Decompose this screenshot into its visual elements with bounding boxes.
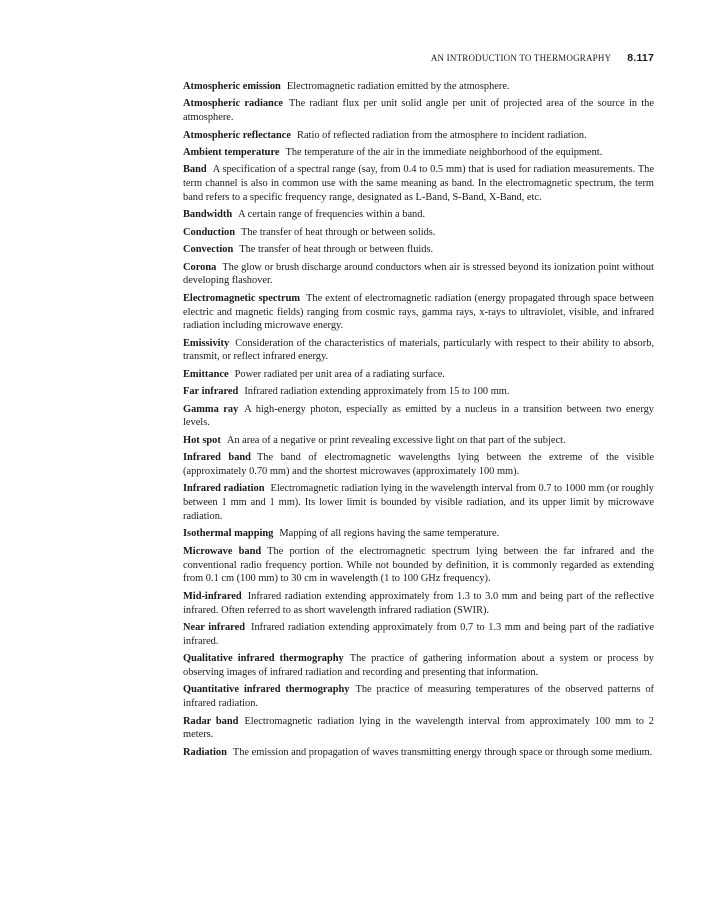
glossary-term: Corona bbox=[183, 261, 217, 273]
glossary-entry bbox=[183, 129, 654, 143]
glossary-entry bbox=[183, 746, 654, 760]
glossary-entry bbox=[183, 226, 654, 240]
glossary-term: Atmospheric radiance bbox=[183, 98, 284, 110]
glossary-entry bbox=[183, 652, 654, 680]
glossary-entry bbox=[183, 451, 654, 479]
glossary-entry bbox=[183, 590, 654, 618]
glossary-entry bbox=[183, 385, 654, 399]
glossary-entry bbox=[183, 261, 654, 289]
glossary-term: Emittance bbox=[183, 368, 229, 380]
glossary-definition: A specification of a spectral range (say, from 0.4 to 0.5 mm) that is used for radiation measurements. The term channel is also in common use with the same meaning as band. In the electromagnetic spectrum, the term band refers to a specific frequency range, designated as L-Band, S-Band, X-Band, etc. bbox=[183, 164, 654, 203]
glossary-term: Radiation bbox=[183, 746, 227, 758]
glossary-term: Convection bbox=[183, 244, 234, 256]
page-number: 8.117 bbox=[627, 52, 654, 64]
glossary-term: Emissivity bbox=[183, 337, 230, 349]
running-title: AN INTRODUCTION TO THERMOGRAPHY bbox=[430, 53, 612, 63]
glossary-definition: Electromagnetic radiation lying in the wavelength interval from approximately 100 mm to 2 meters. bbox=[183, 715, 654, 741]
glossary-term: Quantitative infrared thermography bbox=[183, 684, 350, 696]
glossary-definition: The practice of measuring temperatures of the observed patterns of infrared radiation. bbox=[183, 684, 654, 710]
glossary-term: Atmospheric reflectance bbox=[183, 129, 292, 141]
glossary-term: Far infrared bbox=[183, 386, 239, 398]
glossary-definition: Mapping of all regions having the same temperature. bbox=[279, 528, 500, 540]
glossary-entry bbox=[183, 527, 654, 541]
glossary-definition: Electromagnetic radiation lying in the wavelength interval from 0.7 to 1000 mm (or roughly between 1 mm and 1 mm). Its lower limit is bounded by visible radiation, and its upper limit by microwave radiation. bbox=[183, 483, 654, 523]
glossary-entry bbox=[183, 403, 654, 431]
glossary-definition: The practice of gathering information about a system or process by observing images of infrared radiation and recording and presenting that information. bbox=[183, 653, 654, 678]
glossary-entry bbox=[183, 337, 654, 365]
glossary-entry bbox=[183, 482, 654, 523]
glossary-definition: The temperature of the air in the immediate neighborhood of the equipment. bbox=[285, 146, 603, 158]
glossary-entry bbox=[183, 683, 654, 711]
running-header bbox=[431, 52, 654, 64]
glossary-term: Microwave band bbox=[183, 545, 262, 557]
glossary-definition: Electromagnetic radiation emitted by the atmosphere. bbox=[286, 81, 510, 92]
glossary-term: Hot spot bbox=[183, 434, 221, 446]
glossary-definition: An area of a negative or print revealing excessive light on that part of the subject. bbox=[226, 434, 566, 446]
glossary-entry bbox=[183, 80, 654, 94]
glossary-term: Atmospheric emission bbox=[183, 81, 281, 92]
glossary-definition: The transfer of heat through or between solids. bbox=[240, 226, 436, 238]
glossary-term: Gamma ray bbox=[183, 403, 239, 415]
glossary-definition: A certain range of frequencies within a band. bbox=[238, 209, 426, 221]
glossary-definition: Infrared radiation extending approximately from 0.7 to 1.3 mm and being part of the radiative infrared. bbox=[183, 621, 654, 647]
glossary-entry bbox=[183, 208, 654, 222]
glossary-definition: The emission and propagation of waves transmitting energy through space or through some medium. bbox=[232, 746, 653, 758]
glossary-entry bbox=[183, 621, 654, 649]
glossary-entry bbox=[183, 243, 654, 257]
glossary-term: Electromagnetic spectrum bbox=[183, 292, 301, 304]
glossary-term: Band bbox=[183, 164, 207, 176]
glossary-term: Ambient temperature bbox=[183, 146, 280, 158]
glossary-entry bbox=[183, 292, 654, 333]
glossary-term: Mid-infrared bbox=[183, 590, 242, 602]
glossary-definition: Consideration of the characteristics of materials, particularly with respect to their ability to absorb, transmit, or reflect infrared energy. bbox=[183, 337, 654, 363]
glossary-definition: Infrared radiation extending approximately from 1.3 to 3.0 mm and being part of the reflective infrared. Often referred to as short wavelength infrared radiation (SWIR). bbox=[183, 590, 654, 616]
glossary-term: Near infrared bbox=[183, 621, 245, 633]
glossary-entry bbox=[183, 97, 654, 125]
glossary-definition: The band of electromagnetic wavelengths lying between the extreme of the visible (approximately 0.70 mm) and the shortest microwaves (approximately 100 mm). bbox=[183, 452, 654, 478]
glossary-entry bbox=[183, 545, 654, 586]
glossary-term: Radar band bbox=[183, 715, 239, 727]
glossary-term: Isothermal mapping bbox=[183, 528, 274, 540]
glossary-entry bbox=[183, 434, 654, 448]
glossary-definition: The extent of electromagnetic radiation (energy propagated through space between electric and magnetic fields) ranging from cosmic rays, gamma rays, x-rays to ultraviolet, visible, and infrared radiation including microwave energy. bbox=[183, 292, 654, 332]
glossary-term: Infrared radiation bbox=[183, 483, 265, 495]
glossary-term: Infrared band bbox=[183, 452, 251, 464]
glossary-entry bbox=[183, 163, 654, 204]
glossary-definition: A high-energy photon, especially as emitted by a nucleus in a transition between two energy levels. bbox=[183, 403, 654, 429]
glossary-definition: The glow or brush discharge around conductors when air is stressed beyond its ionization point without developing flashover. bbox=[183, 261, 654, 287]
glossary-entry bbox=[183, 146, 654, 160]
glossary-definition: Ratio of reflected radiation from the atmosphere to incident radiation. bbox=[297, 129, 587, 141]
glossary-term: Bandwidth bbox=[183, 209, 233, 221]
glossary-definition: The portion of the electromagnetic spectrum lying between the far infrared and the conventional radio frequency portion. While not bounded by definition, it is commonly regarded as extending from 0.1 cm (100 mm) to 30 cm in wavelength (1 to 100 GHz frequency). bbox=[183, 545, 654, 585]
glossary-entry bbox=[183, 368, 654, 382]
glossary-term: Qualitative infrared thermography bbox=[183, 653, 344, 665]
glossary-definition: The radiant flux per unit solid angle per unit of projected area of the source in the atmosphere. bbox=[183, 98, 654, 124]
glossary-definition: Infrared radiation extending approximately from 15 to 100 mm. bbox=[244, 386, 510, 398]
glossary-term: Conduction bbox=[183, 226, 235, 238]
glossary-definition: Power radiated per unit area of a radiating surface. bbox=[234, 368, 445, 380]
glossary-entry bbox=[183, 715, 654, 743]
glossary-list bbox=[183, 80, 654, 763]
glossary-definition: The transfer of heat through or between fluids. bbox=[239, 244, 434, 256]
